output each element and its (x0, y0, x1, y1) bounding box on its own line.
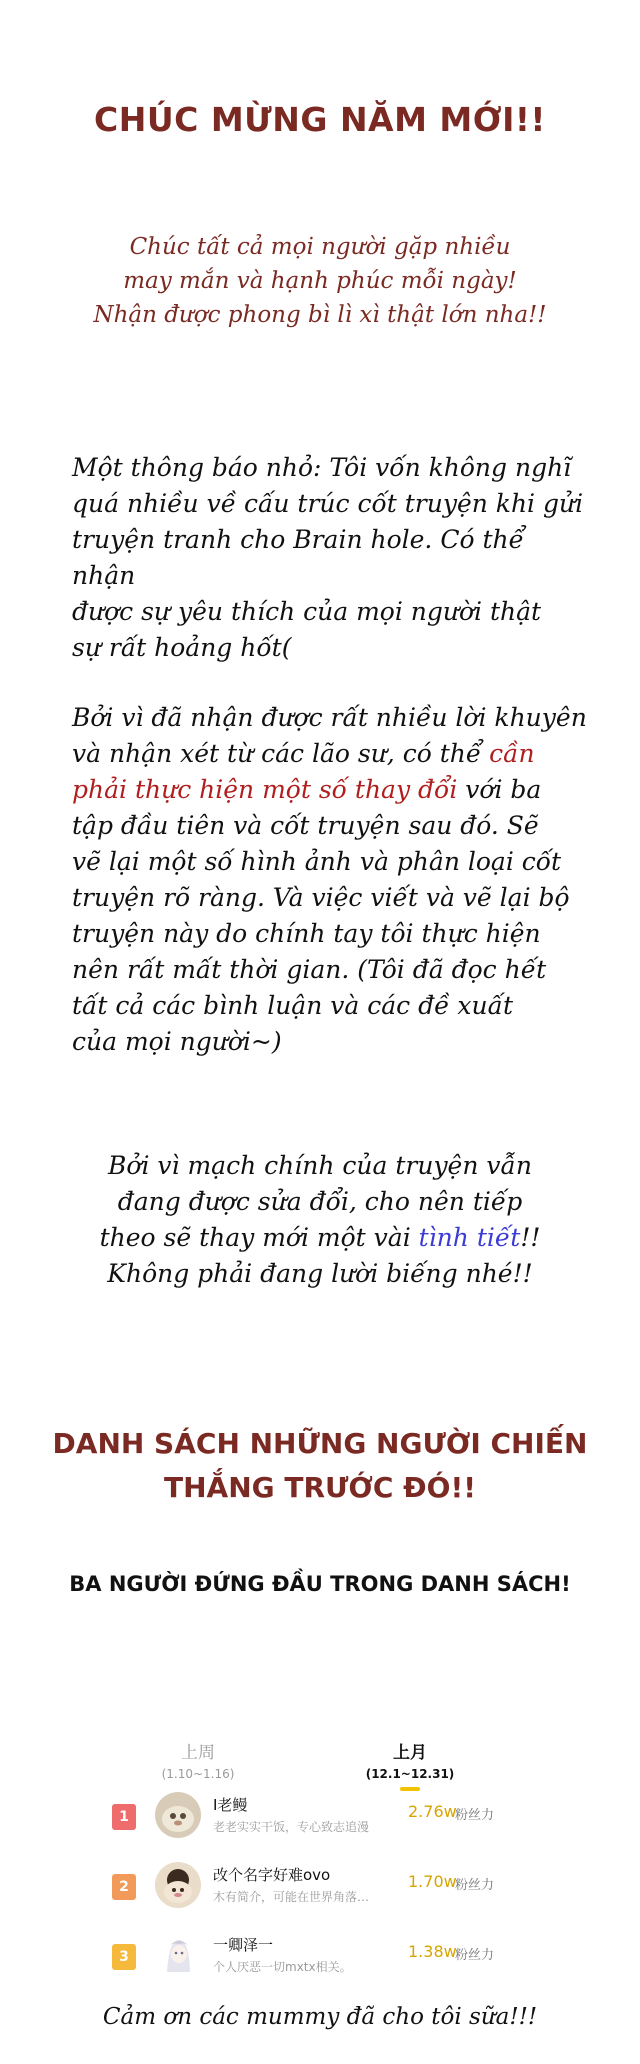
update-text: theo sẽ thay mới một vài (99, 1223, 419, 1252)
update-line: Bởi vì mạch chính của truyện vẫn (108, 1151, 532, 1180)
feedback-line (72, 736, 612, 772)
update-paragraph (0, 1148, 640, 1292)
user-bio: 木有简介，可能在世界角落… (213, 1890, 370, 1904)
highlight-text: tình tiết (418, 1223, 521, 1252)
ranking-row[interactable] (0, 1790, 640, 1850)
tab-label: 上周 (181, 1743, 215, 1763)
notice-paragraph (72, 450, 592, 666)
user-bio: 个人厌恶一切mxtx相关。 (213, 1960, 352, 1974)
feedback-line (72, 772, 612, 808)
highlight-text: phải thực hiện một số thay đổi (72, 775, 458, 804)
user-bio: 老老实实干饭，专心致志追漫 (213, 1820, 370, 1834)
ranking-row[interactable] (0, 1930, 640, 1990)
update-line: đang được sửa đổi, cho nên tiếp (117, 1187, 523, 1216)
feedback-line: nên rất mất thời gian. (Tôi đã đọc hết (72, 955, 547, 984)
fan-score: 2.76w (408, 1802, 457, 1821)
feedback-line: truyện rõ ràng. Và việc viết và vẽ lại bộ (72, 883, 570, 912)
feedback-line: vẽ lại một số hình ảnh và phân loại cốt (72, 847, 562, 876)
feedback-line: tất cả các bình luận và các đề xuất (72, 991, 513, 1020)
rank-badge: 3 (112, 1944, 136, 1970)
fan-score: 1.38w (408, 1942, 457, 1961)
fan-score-unit: 粉丝力 (455, 1878, 495, 1893)
feedback-line: Bởi vì đã nhận được rất nhiều lời khuyên (72, 703, 587, 732)
ranking-row[interactable] (0, 1860, 640, 1920)
username[interactable]: 改个名字好难ovo (213, 1866, 331, 1884)
username[interactable]: 一卿泽一 (213, 1936, 274, 1954)
avatar[interactable] (155, 1862, 201, 1908)
feedback-paragraph (72, 700, 612, 1060)
feedback-line: tập đầu tiên và cốt truyện sau đó. Sẽ (72, 811, 539, 840)
avatar[interactable] (155, 1792, 201, 1838)
tab-label: 上月 (393, 1743, 427, 1763)
rank-badge: 1 (112, 1804, 136, 1830)
feedback-text: và nhận xét từ các lão sư, có thể (72, 739, 490, 768)
notice-line: quá nhiều về cấu trúc cốt truyện khi gửi (72, 489, 584, 518)
page-title: CHÚC MỪNG NĂM MỚI!! (94, 100, 546, 139)
update-line (0, 1220, 640, 1256)
username[interactable]: I老鳗 (213, 1796, 248, 1814)
highlight-text: cần (489, 739, 535, 768)
winners-title (0, 1422, 640, 1510)
fan-score-unit: 粉丝力 (455, 1948, 495, 1963)
update-text: !! (520, 1223, 541, 1252)
avatar[interactable] (155, 1932, 201, 1978)
rank-badge: 2 (112, 1874, 136, 1900)
fan-score: 1.70w (408, 1872, 457, 1891)
greeting-line: may mắn và hạnh phúc mỗi ngày! (123, 268, 517, 294)
notice-line: Một thông báo nhỏ: Tôi vốn không nghĩ (72, 453, 572, 482)
notice-line: sự rất hoảng hốt( (72, 633, 292, 662)
tab-range: (12.1~12.31) (365, 1767, 455, 1781)
feedback-text: với ba (457, 775, 542, 804)
tab-last-week[interactable] (118, 1738, 278, 1781)
winners-subtitle: BA NGƯỜI ĐỨNG ĐẦU TRONG DANH SÁCH! (69, 1572, 571, 1596)
greeting (0, 230, 640, 332)
notice-line: truyện tranh cho Brain hole. Có thể nhận (72, 525, 524, 590)
tab-range: (1.10~1.16) (161, 1767, 235, 1781)
update-line: Không phải đang lười biếng nhé!! (107, 1259, 533, 1288)
feedback-line: truyện này do chính tay tôi thực hiện (72, 919, 541, 948)
greeting-line: Nhận được phong bì lì xì thật lớn nha!! (93, 302, 547, 328)
thanks-text: Cảm ơn các mummy đã cho tôi sữa!!! (102, 2004, 538, 2030)
winners-title-line: DANH SÁCH NHỮNG NGƯỜI CHIẾN (52, 1427, 588, 1460)
winners-title-line: THẮNG TRƯỚC ĐÓ!! (164, 1471, 476, 1504)
notice-line: được sự yêu thích của mọi người thật (72, 597, 542, 626)
tab-last-month[interactable] (330, 1738, 490, 1791)
fan-score-unit: 粉丝力 (455, 1808, 495, 1823)
greeting-line: Chúc tất cả mọi người gặp nhiều (129, 234, 511, 260)
feedback-line: của mọi người~) (72, 1027, 282, 1056)
